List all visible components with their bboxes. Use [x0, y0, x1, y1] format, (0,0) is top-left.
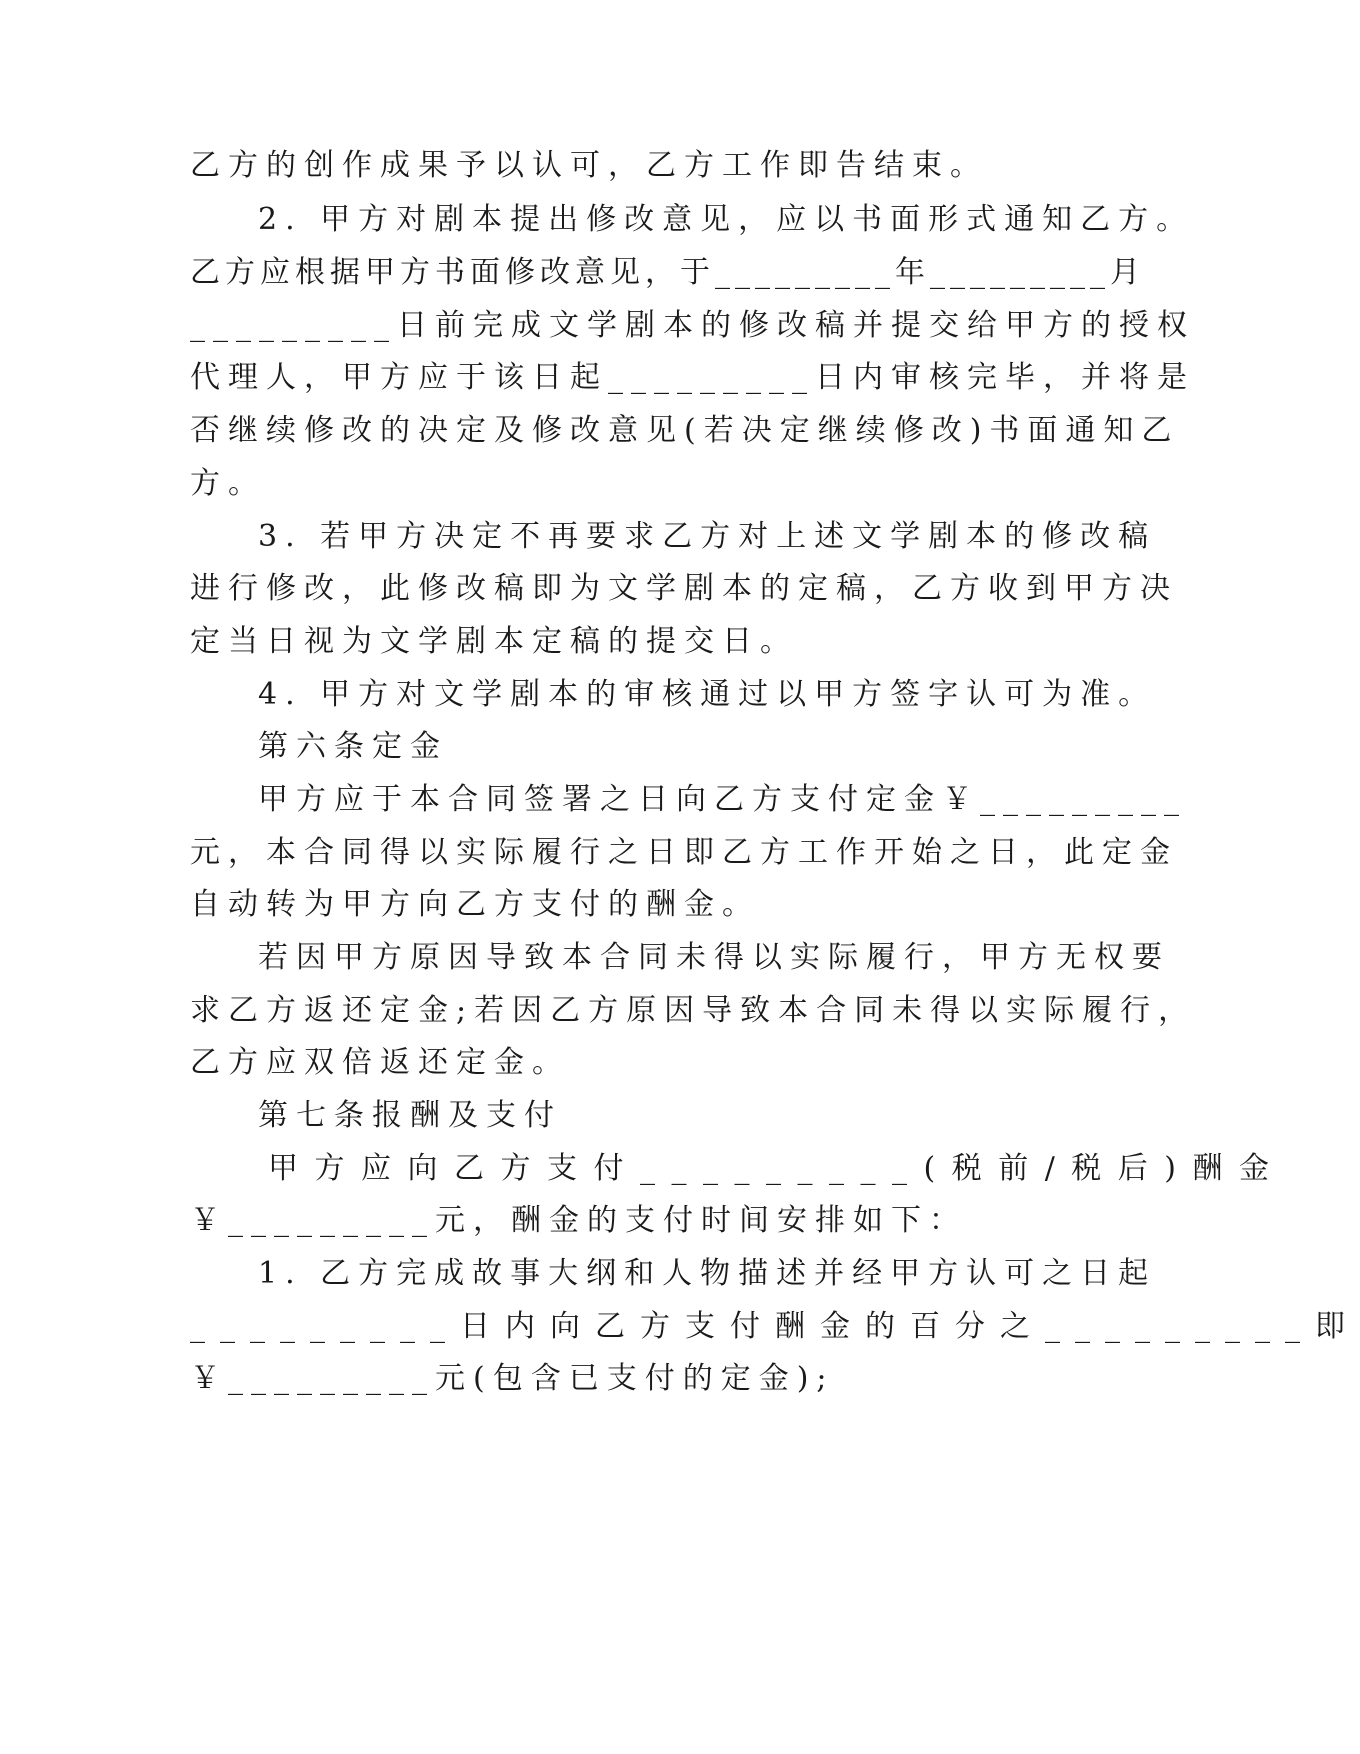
paragraph-line: 定当日视为文学剧本定稿的提交日。 [190, 624, 798, 659]
paragraph-line: ￥_________元，酬金的支付时间安排如下： [190, 1203, 967, 1238]
clause-4-line: 4. 甲方对文学剧本的审核通过以甲方签字认可为准。 [258, 677, 1157, 712]
paragraph-line: 元，本合同得以实际履行之日即乙方工作开始之日，此定金 [190, 835, 1178, 870]
paragraph-line: 若因甲方原因导致本合同未得以实际履行，甲方无权要 [258, 940, 1170, 975]
payment-item-1-line: 1. 乙方完成故事大纲和人物描述并经甲方认可之日起 [258, 1256, 1157, 1291]
clause-2-line: 2. 甲方对剧本提出修改意见，应以书面形式通知乙方。 [258, 202, 1195, 237]
paragraph-line: 代理人，甲方应于该日起_________日内审核完毕，并将是 [190, 360, 1195, 395]
clause-3-line: 3. 若甲方决定不再要求乙方对上述文学剧本的修改稿 [258, 519, 1157, 554]
paragraph-line: 进行修改，此修改稿即为文学剧本的定稿，乙方收到甲方决 [190, 571, 1178, 606]
paragraph-line: ￥_________元(包含已支付的定金); [190, 1361, 835, 1396]
paragraph-line: 方。 [190, 466, 266, 501]
section-heading-deposit: 第六条定金 [258, 729, 448, 764]
paragraph-line: _________日前完成文学剧本的修改稿并提交给甲方的授权 [190, 308, 1195, 343]
section-heading-payment: 第七条报酬及支付 [258, 1098, 562, 1133]
paragraph-line: 否继续修改的决定及修改意见(若决定继续修改)书面通知乙 [190, 413, 1180, 448]
paragraph-line: 乙方应根据甲方书面修改意见，于_________年_________月 [190, 255, 1145, 290]
paragraph-line: 乙方应双倍返还定金。 [190, 1045, 570, 1080]
paragraph-line: 乙方的创作成果予以认可，乙方工作即告结束。 [190, 148, 988, 183]
paragraph-line: 自动转为甲方向乙方支付的酬金。 [190, 887, 760, 922]
paragraph-line: 甲方应向乙方支付_________(税前/税后)酬金 [268, 1151, 1286, 1186]
paragraph-line: 甲方应于本合同签署之日向乙方支付定金￥_________ [258, 782, 1187, 817]
paragraph-line: _________日内向乙方支付酬金的百分之_________即 [190, 1309, 1360, 1344]
paragraph-line: 求乙方返还定金;若因乙方原因导致本合同未得以实际履行， [190, 993, 1197, 1028]
